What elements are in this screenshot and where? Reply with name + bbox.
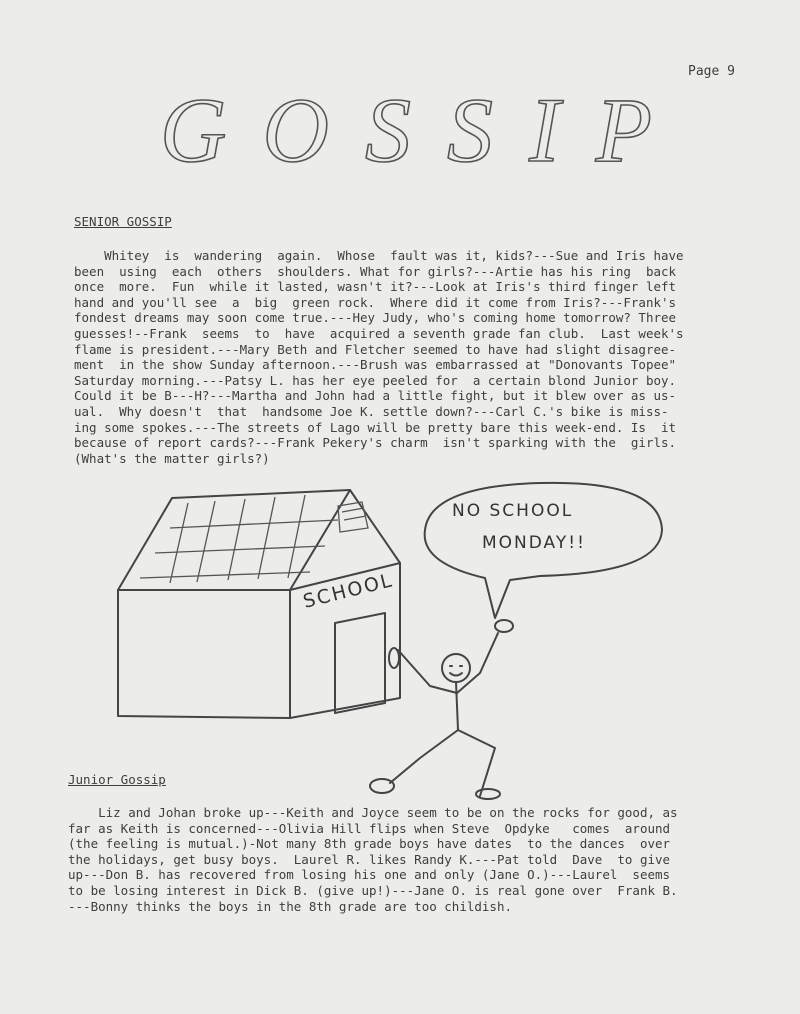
senior-gossip-title: SENIOR GOSSIP <box>74 214 172 229</box>
school-sign-text: SCHOOL <box>300 569 396 613</box>
text-line: Saturday morning.---Patsy L. has her eye peeled for a certain blond Junior boy. <box>74 372 677 388</box>
masthead-text: GOSSIP <box>160 79 690 181</box>
text-line: hand and you'll see a big green rock. Where did it come from Iris?---Frank's <box>74 294 677 310</box>
text-line: ment in the show Sunday afternoon.---Brush was embarrassed at "Donovants Topee" <box>74 357 677 373</box>
page-number: Page 9 <box>688 64 735 79</box>
speech-line-1: NO SCHOOL <box>452 501 574 521</box>
text-line: Liz and Johan broke up---Keith and Joyce seem to be on the rocks for good, as <box>68 805 678 820</box>
text-line: been using each others shoulders. What for girls?---Artie has his ring back <box>74 263 677 279</box>
text-line: Could it be B---H?---Martha and John had a little fight, but it blew over as us- <box>74 388 677 404</box>
text-line: (the feeling is mutual.)-Not many 8th grade boys have dates to the dances over <box>68 836 671 852</box>
text-line: far as Keith is concerned---Olivia Hill flips when Steve Opdyke comes around <box>68 820 671 836</box>
text-line: fondest dreams may soon come true.---Hey Judy, who's coming home tomorrow? Three <box>74 310 677 326</box>
school-cartoon <box>100 468 700 808</box>
speech-bubble <box>425 483 662 618</box>
speech-line-2: MONDAY!! <box>482 533 586 553</box>
text-line: once more. Fun while it lasted, wasn't it?---Look at Iris's third finger left <box>74 279 677 295</box>
text-line: flame is president.---Mary Beth and Fletcher seemed to have had slight disagree- <box>74 341 677 357</box>
school-building-drawing <box>118 490 400 718</box>
text-line: ual. Why doesn't that handsome Joe K. settle down?---Carl C.'s bike is miss- <box>74 403 669 419</box>
text-line: ing some spokes.---The streets of Lago will be pretty bare this week-end. Is it <box>74 419 677 435</box>
stick-figure-drawing <box>370 620 513 799</box>
text-line: the holidays, get busy boys. Laurel R. likes Randy K.---Pat told Dave to give <box>68 851 671 867</box>
text-line: ---Bonny thinks the boys in the 8th grade are too childish. <box>68 898 513 914</box>
text-line: Whitey is wandering again. Whose fault was it, kids?---Sue and Iris have <box>74 248 684 263</box>
junior-gossip-text <box>68 805 698 914</box>
junior-gossip-title: Junior Gossip <box>68 772 166 787</box>
text-line: (What's the matter girls?) <box>74 450 270 466</box>
text-line: to be losing interest in Dick B. (give up!)---Jane O. is real gone over Frank B. <box>68 882 678 898</box>
senior-gossip-text <box>74 248 704 466</box>
text-line: guesses!--Frank seems to have acquired a seventh grade fan club. Last week's <box>74 325 684 341</box>
gossip-masthead <box>150 76 710 186</box>
text-line: because of report cards?---Frank Pekery's charm isn't sparking with the girls. <box>74 435 677 451</box>
text-line: up---Don B. has recovered from losing his one and only (Jane O.)---Laurel seems <box>68 867 671 883</box>
